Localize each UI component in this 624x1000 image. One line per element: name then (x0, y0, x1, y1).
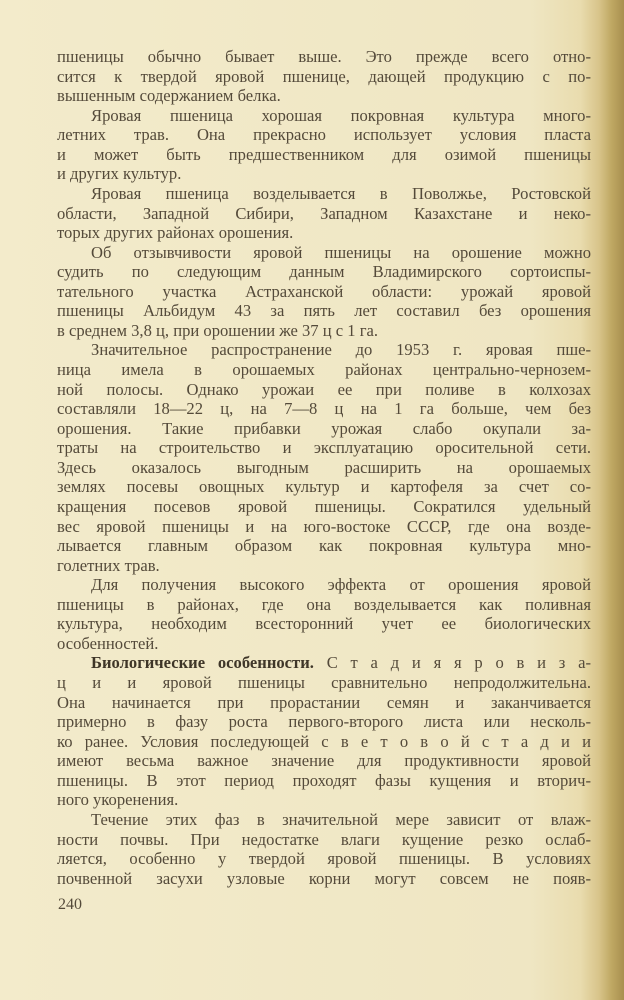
line-text: кращения посевов яровой пшеницы. Сократился удельный (57, 496, 591, 516)
text-line (57, 321, 591, 341)
line-text: составляли 18—22 ц, на 7—8 ц на 1 га больше, чем без (57, 399, 591, 419)
text-line (57, 262, 591, 282)
text-line (57, 477, 591, 497)
text-line (57, 419, 591, 439)
text-line (57, 517, 591, 537)
line-text: особенностей. (57, 633, 159, 653)
body-text (57, 47, 591, 888)
line-text: вес яровой пшеницы и на юго-востоке СССР, где она возде- (57, 516, 591, 536)
section-heading: Биологические особенности. (91, 653, 314, 673)
line-text: примерно в фазу роста первого-второго листа или несколь- (57, 712, 591, 732)
line-text: пшеницы Альбидум 43 за пять лет составил без орошения (57, 301, 591, 321)
text-line (57, 438, 591, 458)
line-text: траты на строительство и эксплуатацию оросительной сети. (57, 438, 591, 458)
line-text: пшеницы. В этот период проходят фазы кущения и вторич- (57, 770, 591, 790)
line-text: пшеницы в районах, где она возделывается как поливная (57, 594, 591, 614)
text-line (57, 849, 591, 869)
line-text: области, Западной Сибири, Западном Казахстане и неко- (57, 203, 591, 223)
line-text: ко ранее. Условия последующей с в е т о в о й с т а д и и (57, 731, 591, 751)
line-text: имеют весьма важное значение для продуктивности яровой (57, 751, 591, 771)
line-text: Яровая пшеница возделывается в Поволжье, Ростовской (91, 183, 591, 203)
page-number: 240 (58, 896, 82, 913)
text-line (57, 810, 591, 830)
line-text: летних трав. Она прекрасно использует условия пласта (57, 125, 591, 145)
line-text: орошения. Такие прибавки урожая слабо окупали за- (57, 418, 591, 438)
text-line (57, 869, 591, 889)
text-line (57, 243, 591, 263)
text-line (57, 86, 591, 106)
text-line (57, 184, 591, 204)
line-text: Яровая пшеница хорошая покровная культура много- (91, 105, 591, 125)
line-text: ности почвы. При недостатке влаги кущение резко ослаб- (57, 829, 591, 849)
line-text: голетних трав. (57, 555, 160, 575)
text-line (57, 830, 591, 850)
line-text: ного укоренения. (57, 790, 179, 810)
text-line (57, 673, 591, 693)
line-text: пшеницы обычно бывает выше. Это прежде всего отно- (57, 47, 591, 66)
line-text: торых других районах орошения. (57, 223, 294, 243)
text-line (57, 790, 591, 810)
text-line (57, 536, 591, 556)
line-text: ляется, особенно у твердой яровой пшеницы. В условиях (57, 849, 591, 869)
line-text: ница имела в орошаемых районах центрально-чернозем- (57, 360, 591, 379)
text-line (57, 67, 591, 87)
line-text: вышенным содержанием белка. (57, 86, 281, 106)
text-line (57, 145, 591, 165)
text-line (57, 732, 591, 752)
text-line (57, 614, 591, 634)
line-text: ц и и яровой пшеницы сравнительно непродолжительна. (57, 673, 591, 692)
text-line (57, 556, 591, 576)
text-line (57, 595, 591, 615)
text-line (57, 282, 591, 302)
text-line (57, 575, 591, 595)
text-line (57, 380, 591, 400)
line-text: С т а д и я я р о в и з а- (313, 653, 591, 673)
line-text: и может быть предшественником для озимой пшеницы (57, 144, 591, 164)
text-line (57, 497, 591, 517)
line-text: сится к твердой яровой пшенице, дающей продукцию с по- (57, 66, 591, 86)
line-text: судить по следующим данным Владимирского сортоиспы- (57, 262, 591, 282)
line-text: культура, необходим всесторонний учет ее биологических (57, 614, 591, 634)
text-line (57, 399, 591, 419)
line-text: и других культур. (57, 164, 182, 184)
text-line (57, 47, 591, 67)
line-text: землях посевы овощных культур и картофеля за счет со- (57, 477, 591, 497)
line-text: Здесь оказалось выгодным расширить на орошаемых (57, 457, 591, 477)
text-line (57, 458, 591, 478)
line-text: тательного участка Астраханской области: урожай яровой (57, 281, 591, 301)
text-line (57, 751, 591, 771)
line-text: почвенной засухи узловые корни могут совсем не появ- (57, 868, 591, 888)
line-text: Она начинается при прорастании семян и заканчивается (57, 692, 591, 712)
text-line (57, 771, 591, 791)
text-line (57, 340, 591, 360)
line-text: в среднем 3,8 ц, при орошении же 37 ц с 1 га. (57, 320, 379, 340)
text-line (57, 634, 591, 654)
line-text: лывается главным образом как покровная культура мно- (57, 536, 591, 556)
text-line (57, 223, 591, 243)
text-line (57, 106, 591, 126)
text-line (57, 653, 591, 673)
line-text: Для получения высокого эффекта от орошения яровой (91, 575, 591, 595)
line-text: ной полосы. Однако урожаи ее при поливе в колхозах (57, 379, 591, 399)
text-line (57, 693, 591, 713)
text-line (57, 712, 591, 732)
line-text: Значительное распространение до 1953 г. яровая пше- (91, 340, 591, 360)
text-line (57, 301, 591, 321)
text-line (57, 204, 591, 224)
line-text: Об отзывчивости яровой пшеницы на орошение можно (91, 242, 591, 262)
text-line (57, 360, 591, 380)
line-text: Течение этих фаз в значительной мере зависит от влаж- (91, 809, 591, 829)
text-line (57, 125, 591, 145)
text-line (57, 164, 591, 184)
